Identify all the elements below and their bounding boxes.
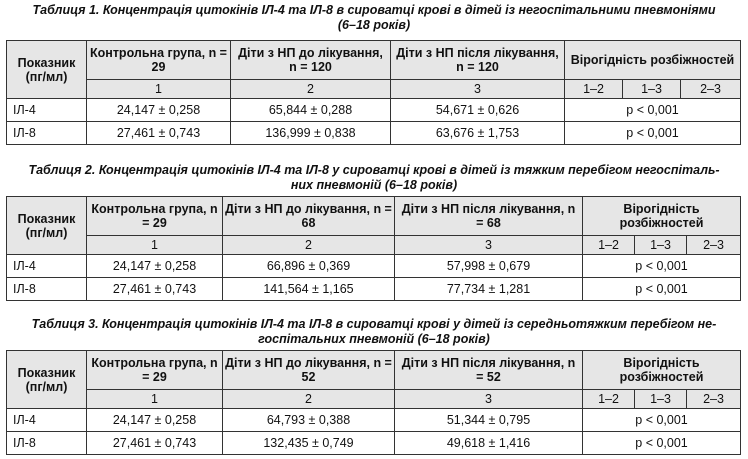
cell-control: 27,461 ± 0,743 xyxy=(87,432,223,455)
header-number-1: 1 xyxy=(87,236,223,255)
cell-after: 51,344 ± 0,795 xyxy=(395,409,583,432)
cell-before: 132,435 ± 0,749 xyxy=(223,432,395,455)
header-significance: Вірогідність розбіжностей xyxy=(583,197,741,236)
table-3-title-line-1: Таблиця 3. Концентрація цитокінів ІЛ-4 та ІЛ-8 в сироватці крові у дітей із середньотяжким перебігом не- xyxy=(31,317,717,331)
cell-p-value: p < 0,001 xyxy=(583,432,741,455)
cell-control: 27,461 ± 0,743 xyxy=(87,122,231,145)
header-significance: Вірогідність розбіжностей xyxy=(583,351,741,390)
cell-after: 57,998 ± 0,679 xyxy=(395,255,583,278)
table-row xyxy=(7,99,741,122)
header-sig-2-3: 2–3 xyxy=(681,80,741,99)
header-number-1: 1 xyxy=(87,390,223,409)
header-sig-1-3: 1–3 xyxy=(635,390,687,409)
table-row xyxy=(7,122,741,145)
header-indicator: Показник (пг/мл) xyxy=(7,41,87,99)
header-number-2: 2 xyxy=(231,80,391,99)
table-1-title-line-2: (6–18 років) xyxy=(337,18,411,32)
table-2-caption xyxy=(0,163,748,193)
header-indicator: Показник (пг/мл) xyxy=(7,351,87,409)
header-number-2: 2 xyxy=(223,390,395,409)
header-sig-1-3: 1–3 xyxy=(623,80,681,99)
header-sig-1-2: 1–2 xyxy=(565,80,623,99)
header-before-treatment: Діти з НП до лікування, n = 52 xyxy=(223,351,395,390)
header-sig-1-2: 1–2 xyxy=(583,236,635,255)
cell-control: 24,147 ± 0,258 xyxy=(87,255,223,278)
header-indicator: Показник (пг/мл) xyxy=(7,197,87,255)
cell-p-value: p < 0,001 xyxy=(583,278,741,301)
cell-before: 141,564 ± 1,165 xyxy=(223,278,395,301)
row-indicator: ІЛ-8 xyxy=(7,122,87,145)
cell-after: 49,618 ± 1,416 xyxy=(395,432,583,455)
header-control-group: Контрольна група, n = 29 xyxy=(87,197,223,236)
table-row xyxy=(7,432,741,455)
header-before-treatment: Діти з НП до лікування, n = 68 xyxy=(223,197,395,236)
table-2-title-line-1: Таблиця 2. Концентрація цитокінів ІЛ-4 та ІЛ-8 у сироватці крові в дітей із тяжким перебігом негоспіталь- xyxy=(28,163,720,177)
header-sig-1-2: 1–2 xyxy=(583,390,635,409)
table-row xyxy=(7,278,741,301)
cell-before: 65,844 ± 0,288 xyxy=(231,99,391,122)
header-number-1: 1 xyxy=(87,80,231,99)
cell-before: 64,793 ± 0,388 xyxy=(223,409,395,432)
cell-control: 24,147 ± 0,258 xyxy=(87,409,223,432)
header-number-3: 3 xyxy=(395,236,583,255)
row-indicator: ІЛ-4 xyxy=(7,255,87,278)
header-significance: Вірогідність розбіжностей xyxy=(565,41,741,80)
table-1-caption xyxy=(0,3,748,33)
row-indicator: ІЛ-8 xyxy=(7,278,87,301)
header-number-2: 2 xyxy=(223,236,395,255)
header-number-3: 3 xyxy=(395,390,583,409)
cell-p-value: p < 0,001 xyxy=(565,122,741,145)
header-number-3: 3 xyxy=(391,80,565,99)
table-1-title-line-1: Таблиця 1. Концентрація цитокінів ІЛ-4 та ІЛ-8 в сироватці крові в дітей із негоспітальними пневмоніями xyxy=(32,3,716,17)
cell-control: 24,147 ± 0,258 xyxy=(87,99,231,122)
row-indicator: ІЛ-8 xyxy=(7,432,87,455)
table-3-title-line-2: госпітальних пневмоній (6–18 років) xyxy=(258,332,490,346)
cell-p-value: p < 0,001 xyxy=(583,409,741,432)
header-after-treatment: Діти з НП після лікування, n = 120 xyxy=(391,41,565,80)
table-1 xyxy=(6,40,741,145)
header-sig-2-3: 2–3 xyxy=(687,236,741,255)
cell-p-value: p < 0,001 xyxy=(583,255,741,278)
row-indicator: ІЛ-4 xyxy=(7,409,87,432)
cell-control: 27,461 ± 0,743 xyxy=(87,278,223,301)
header-sig-2-3: 2–3 xyxy=(687,390,741,409)
cell-before: 136,999 ± 0,838 xyxy=(231,122,391,145)
table-3 xyxy=(6,350,741,455)
table-row xyxy=(7,255,741,278)
header-before-treatment: Діти з НП до лікування, n = 120 xyxy=(231,41,391,80)
header-sig-1-3: 1–3 xyxy=(635,236,687,255)
table-3-caption xyxy=(0,317,748,347)
cell-after: 77,734 ± 1,281 xyxy=(395,278,583,301)
cell-p-value: p < 0,001 xyxy=(565,99,741,122)
table-row xyxy=(7,409,741,432)
header-control-group: Контрольна група, n = 29 xyxy=(87,351,223,390)
header-control-group: Контрольна група, n = 29 xyxy=(87,41,231,80)
table-2 xyxy=(6,196,741,301)
row-indicator: ІЛ-4 xyxy=(7,99,87,122)
header-after-treatment: Діти з НП після лікування, n = 68 xyxy=(395,197,583,236)
table-2-title-line-2: них пневмоній (6–18 років) xyxy=(290,178,458,192)
cell-before: 66,896 ± 0,369 xyxy=(223,255,395,278)
header-after-treatment: Діти з НП після лікування, n = 52 xyxy=(395,351,583,390)
cell-after: 54,671 ± 0,626 xyxy=(391,99,565,122)
cell-after: 63,676 ± 1,753 xyxy=(391,122,565,145)
